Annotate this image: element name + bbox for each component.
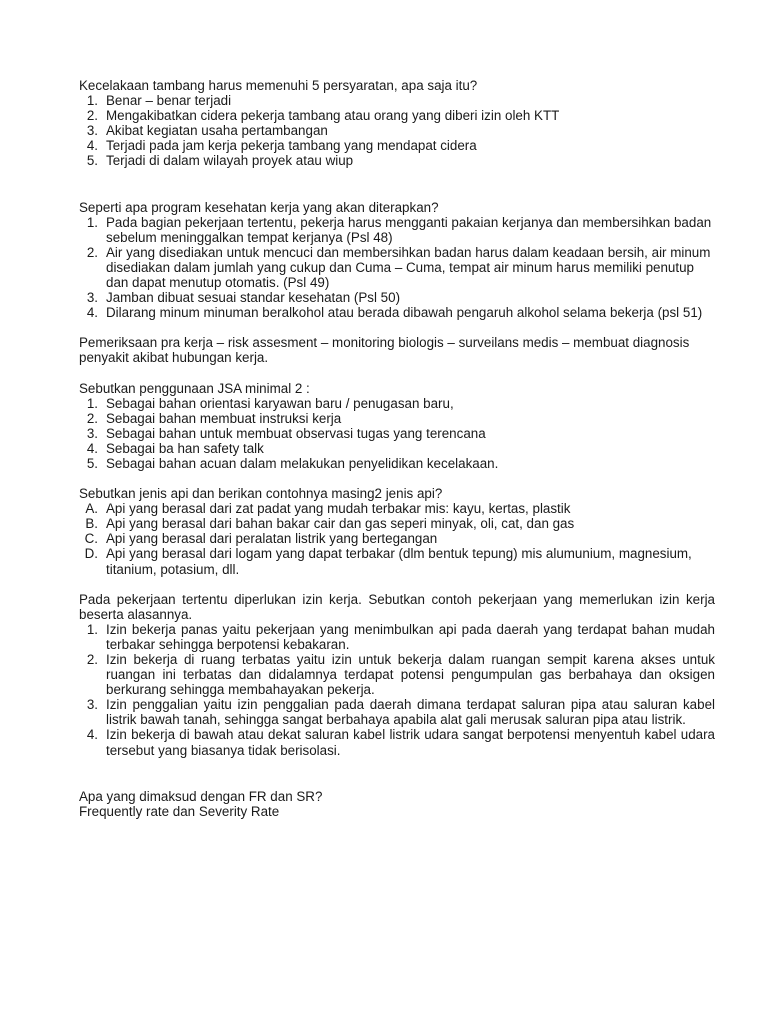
list-item: 1. Sebagai bahan orientasi karyawan baru / penugasan baru, [86,395,454,411]
document-page [79,78,715,819]
list-item: 1. Benar – benar terjadi [86,93,232,109]
list-item: B. Api yang berasal dari bahan bakar cair dan gas seperi minyak, oli, cat, dan gas [85,516,575,532]
section-fire-types [79,486,715,577]
list-health-program [79,215,715,321]
list-item: 5. Terjadi di dalam wilayah proyek atau wiup [86,153,354,169]
answer-fr-sr: Frequently rate dan Severity Rate [79,803,280,819]
list-mining-accident [79,93,715,168]
list-item: 3. Izin penggalian yaitu izin penggalian pada daerah dimana terdapat saluran pipa atau saluran kabel listrik bawah tanah, sehingga sangat berbahaya apabila alat gali merusak saluran pipa atau listrik. [86,697,715,728]
section-work-permit [79,592,715,758]
list-item: 5. Sebagai bahan acuan dalam melakukan penyelidikan kecelakaan. [86,455,499,471]
list-item: 4. Dilarang minum minuman beralkohol atau berada dibawah pengaruh alkohol selama bekerja (psl 51) [86,305,703,321]
section-mining-accident [79,78,715,169]
section-medical-examination [79,335,715,365]
list-item: 3. Akibat kegiatan usaha pertambangan [86,123,328,139]
section-health-program [79,200,715,321]
list-fire-types [79,501,715,576]
question-fire-types: Sebutkan jenis api dan berikan contohnya masing2 jenis api? [79,486,443,502]
list-item: 2. Sebagai bahan membuat instruksi kerja [86,410,342,426]
list-item: 4. Sebagai ba han safety talk [86,440,264,456]
section-fr-sr [79,789,715,819]
list-item: 2. Izin bekerja di ruang terbatas yaitu izin untuk bekerja dalam ruangan sempit karena akses untuk ruangan ini terbatas dan didalamnya terdapat potensi pengumpulan gas berbahaya dan oksigen berkurang sehingga membahayakan pekerja. [86,652,715,698]
question-fr-sr: Apa yang dimaksud dengan FR dan SR? [79,788,323,804]
list-item: 2. Mengakibatkan cidera pekerja tambang atau orang yang diberi izin oleh KTT [86,108,560,124]
question-work-permit: Pada pekerjaan tertentu diperlukan izin kerja. Sebutkan contoh pekerjaan yang memerlukan izin kerja beserta alasannya. [79,591,715,622]
list-item: 2. Air yang disediakan untuk mencuci dan membersihkan badan harus dalam keadaan bersih, air minum disediakan dalam jumlah yang cukup dan Cuma – Cuma, tempat air minum harus memiliki penutup dan dapat menutup otomatis. (Psl 49) [86,244,711,291]
section-jsa-usage [79,381,715,472]
list-item: 1. Izin bekerja panas yaitu pekerjaan yang menimbulkan api pada daerah yang terdapat bahan mudah terbakar sehingga berpotensi kebakaran. [86,621,715,652]
question-mining-accident: Kecelakaan tambang harus memenuhi 5 persyaratan, apa saja itu? [79,78,478,93]
medical-examination-paragraph: Pemeriksaan pra kerja – risk assesment – monitoring biologis – surveilans medis – membuat diagnosis penyakit akibat hubungan kerja. [79,335,690,366]
question-health-program: Seperti apa program kesehatan kerja yang akan diterapkan? [79,199,439,215]
list-item: 1. Pada bagian pekerjaan tertentu, pekerja harus mengganti pakaian kerjanya dan membersihkan badan sebelum meninggalkan tempat kerjanya (Psl 48) [86,214,712,245]
list-item: 3. Jamban dibuat sesuai standar kesehatan (Psl 50) [86,290,401,306]
list-item: A. Api yang berasal dari zat padat yang mudah terbakar mis: kayu, kertas, plastik [85,501,571,517]
question-jsa-usage: Sebutkan penggunaan JSA minimal 2 : [79,380,310,396]
list-item: 4. Izin bekerja di bawah atau dekat saluran kabel listrik udara sangat berpotensi menyentuh kabel udara tersebut yang biasanya tidak berisolasi. [86,727,715,758]
list-item: D. Api yang berasal dari logam yang dapat terbakar (dlm bentuk tepung) mis alumunium, magnesium, titanium, potasium, dll. [84,546,692,577]
list-item: 4. Terjadi pada jam kerja pekerja tambang yang mendapat cidera [86,138,477,154]
list-work-permit [79,622,715,758]
list-item: C. Api yang berasal dari peralatan listrik yang bertegangan [84,531,438,547]
list-jsa-usage [79,396,715,471]
list-item: 3. Sebagai bahan untuk membuat observasi tugas yang terencana [86,425,486,441]
